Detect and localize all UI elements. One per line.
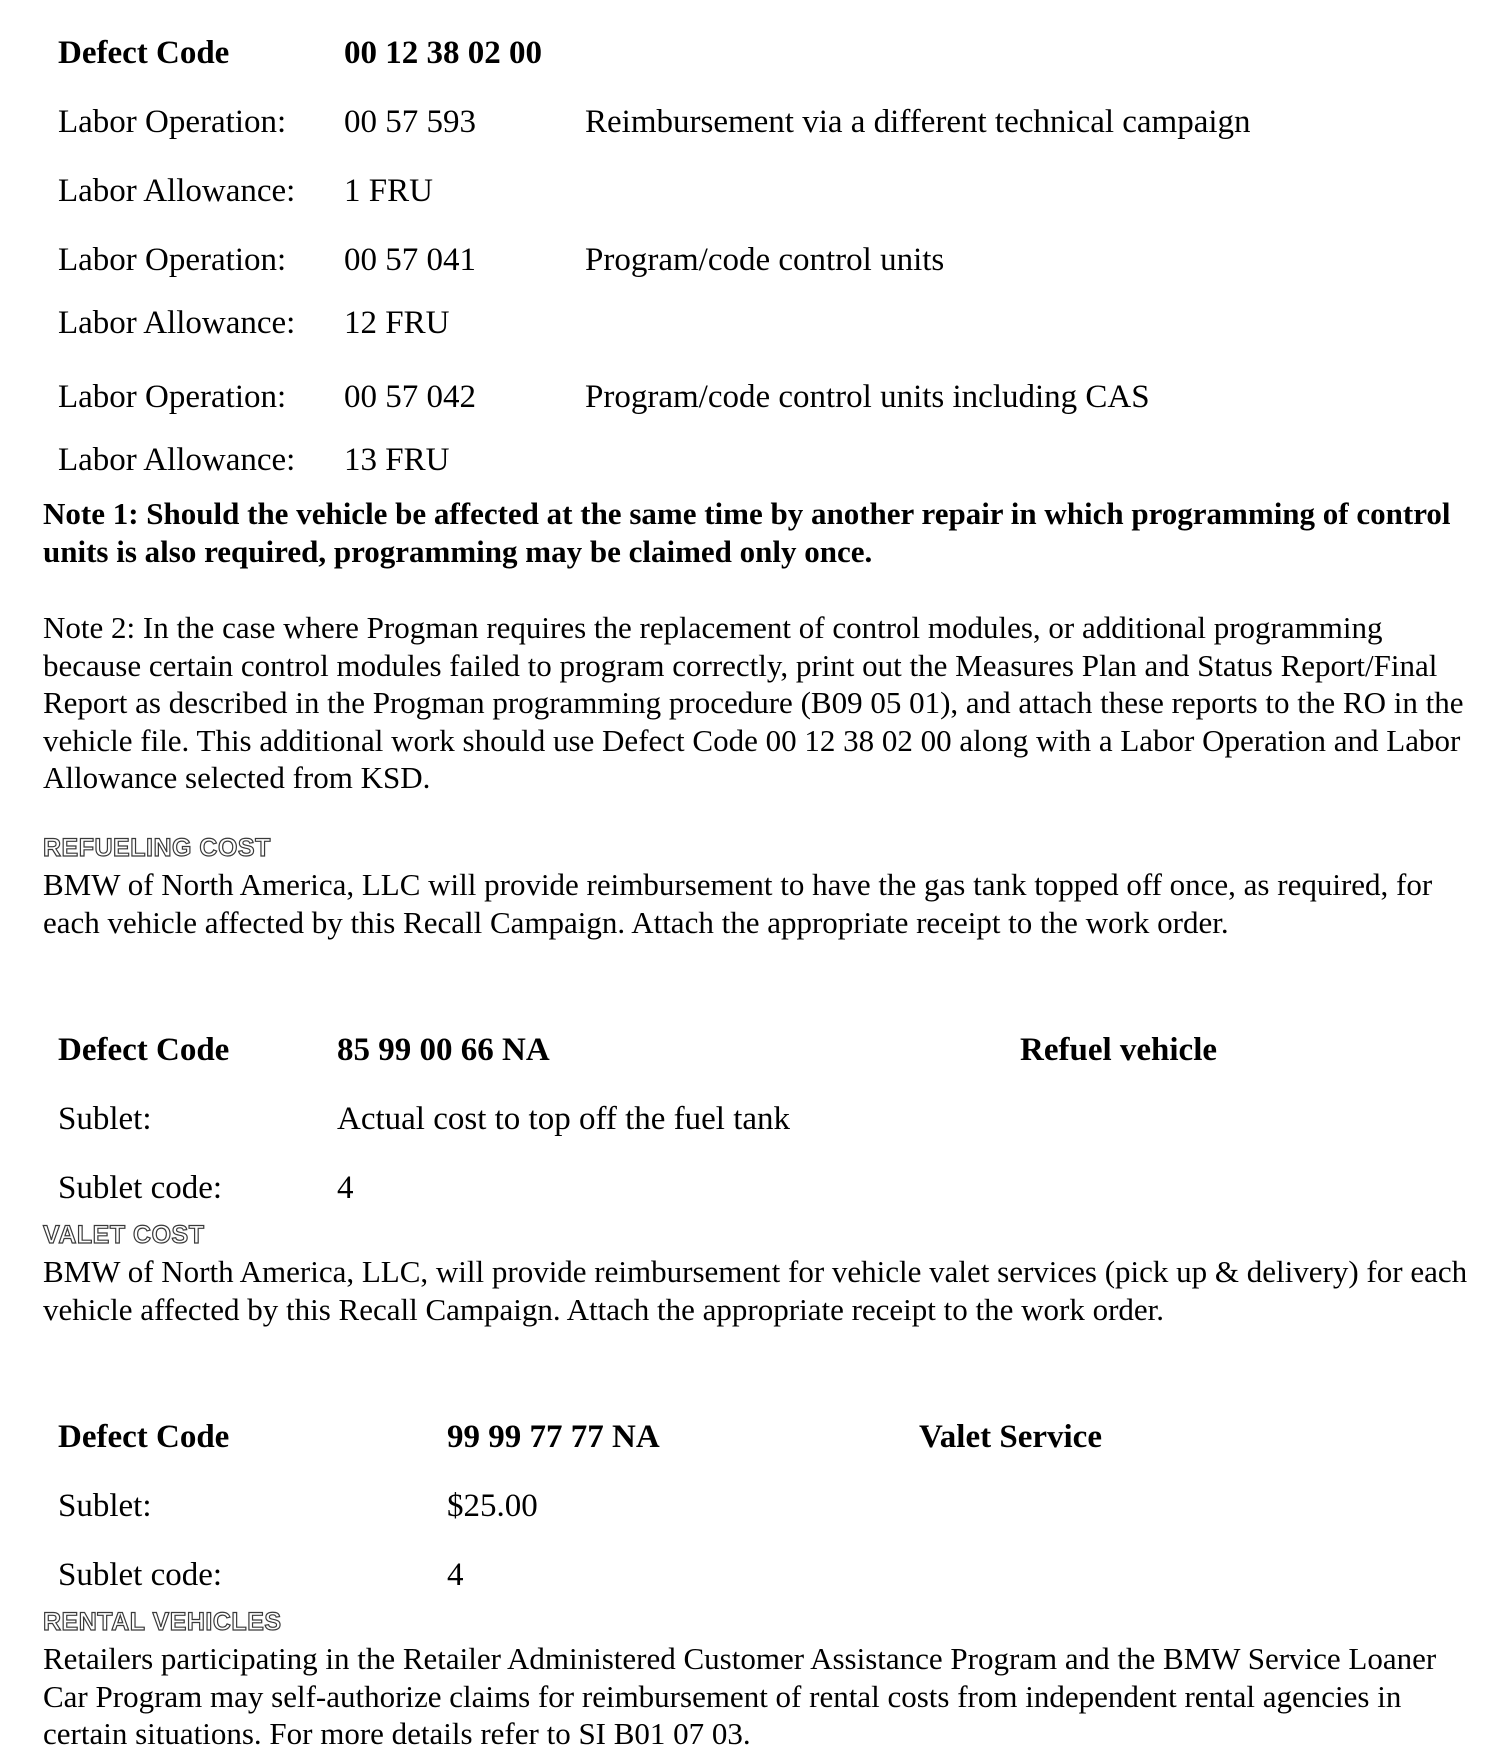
defect-code-value: 85 99 00 66 NA	[337, 1032, 550, 1068]
sublet-code-value: 4	[337, 1170, 354, 1206]
note-2: Note 2: In the case where Progman requires the replacement of control modules, or additional programming because certain control modules failed to program correctly, print out the Measures Plan and Status Report/Final Report as described in the Progman programming procedure (B09 05 01), and attach these reports to the RO in the vehicle file. This additional work should use Defect Code 00 12 38 02 00 along with a Labor Operation and Labor Allowance selected from KSD.	[43, 610, 1464, 795]
sublet-label: Sublet:	[58, 1488, 152, 1524]
rental-vehicles-heading: RENTAL VEHICLES	[43, 1608, 282, 1636]
sublet-code-value: 4	[447, 1557, 464, 1593]
defect-code-value: 00 12 38 02 00	[344, 35, 542, 71]
labor-allowance-value: 1 FRU	[344, 173, 433, 209]
sublet-code-label: Sublet code:	[58, 1170, 223, 1206]
labor-allowance-value: 13 FRU	[344, 442, 450, 478]
valet-cost-text: BMW of North America, LLC, will provide reimbursement for vehicle valet services (pick up & delivery) for each vehicle affected by this Recall Campaign. Attach the appropriate receipt to the work order.	[43, 1254, 1468, 1327]
labor-operation-description: Reimbursement via a different technical campaign	[585, 104, 1251, 140]
sublet-value: Actual cost to top off the fuel tank	[337, 1101, 791, 1137]
labor-operation-label: Labor Operation:	[58, 242, 287, 278]
labor-allowance-label: Labor Allowance:	[58, 442, 296, 478]
defect-code-label: Defect Code	[58, 35, 230, 71]
labor-operation-value: 00 57 593	[344, 104, 476, 140]
labor-operation-value: 00 57 042	[344, 379, 476, 415]
defect-code-description: Refuel vehicle	[1020, 1032, 1218, 1068]
defect-code-value: 99 99 77 77 NA	[447, 1419, 660, 1455]
labor-allowance-label: Labor Allowance:	[58, 305, 296, 341]
labor-allowance-value: 12 FRU	[344, 305, 450, 341]
sublet-label: Sublet:	[58, 1101, 152, 1137]
labor-operation-description: Program/code control units including CAS	[585, 379, 1150, 415]
defect-code-label: Defect Code	[58, 1032, 230, 1068]
valet-cost-heading: VALET COST	[43, 1221, 205, 1249]
rental-vehicles-text: Retailers participating in the Retailer Administered Customer Assistance Program and the BMW Service Loaner Car Program may self-authorize claims for reimbursement of rental costs from independent rental agencies in certain situations. For more details refer to SI B01 07 03.	[43, 1641, 1437, 1751]
defect-code-label: Defect Code	[58, 1419, 230, 1455]
note-1: Note 1: Should the vehicle be affected at the same time by another repair in which programming of control units is also required, programming may be claimed only once.	[43, 496, 1451, 569]
labor-allowance-label: Labor Allowance:	[58, 173, 296, 209]
labor-operation-label: Labor Operation:	[58, 379, 287, 415]
labor-operation-label: Labor Operation:	[58, 104, 287, 140]
refueling-cost-heading: REFUELING COST	[43, 834, 271, 862]
labor-operation-value: 00 57 041	[344, 242, 476, 278]
sublet-value: $25.00	[447, 1488, 538, 1524]
defect-code-description: Valet Service	[919, 1419, 1102, 1455]
sublet-code-label: Sublet code:	[58, 1557, 223, 1593]
refueling-cost-text: BMW of North America, LLC will provide reimbursement to have the gas tank topped off once, as required, for each vehicle affected by this Recall Campaign. Attach the appropriate receipt to the work order.	[43, 867, 1433, 940]
labor-operation-description: Program/code control units	[585, 242, 945, 278]
